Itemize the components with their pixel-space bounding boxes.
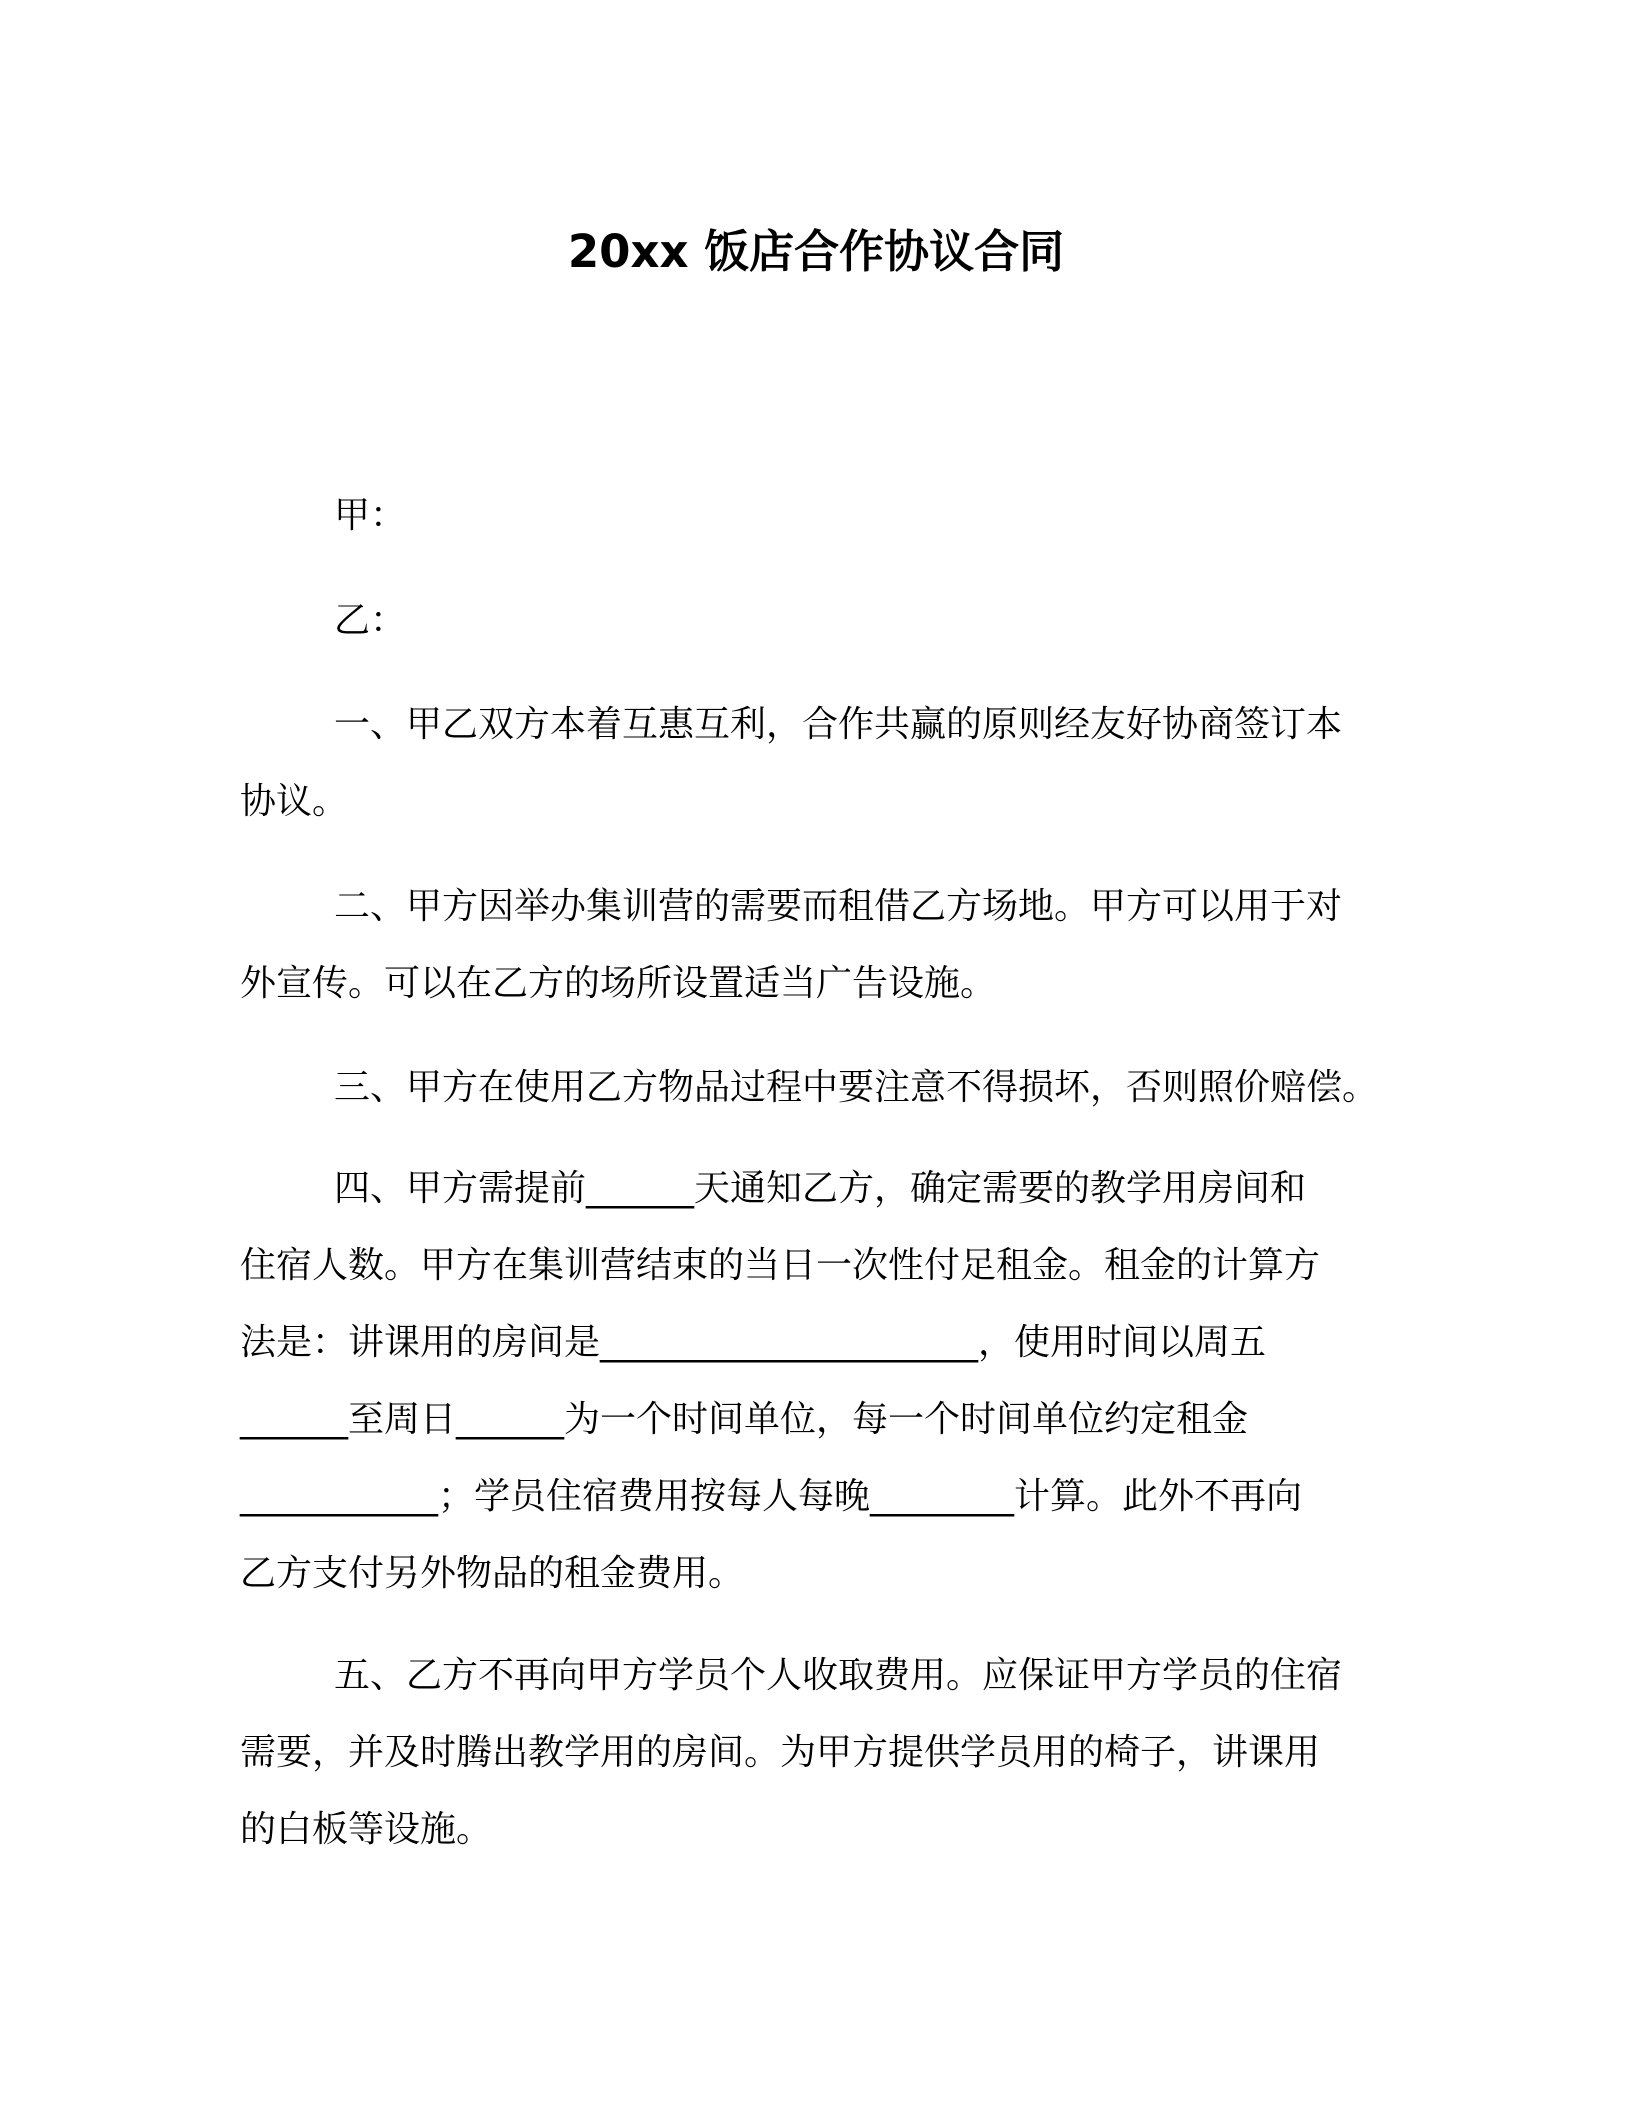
party-a-label: 甲：	[334, 495, 407, 536]
clause-4-line-2: 住宿人数。甲方在集训营结束的当日一次性付足租金。租金的计算方	[240, 1245, 1321, 1286]
clause-4	[240, 1150, 1400, 1612]
party-b-line	[240, 582, 1400, 659]
clause-1	[240, 686, 1400, 840]
clause-3-line-1: 三、甲方在使用乙方物品过程中要注意不得损坏，否则照价赔偿。	[334, 1067, 1379, 1108]
clause-5	[240, 1637, 1400, 1868]
clause-2	[240, 868, 1400, 1022]
clause-4-line-4: ______至周日______为一个时间单位，每一个时间单位约定租金	[240, 1399, 1249, 1440]
party-a-line	[240, 477, 1400, 554]
clause-5-line-1: 五、乙方不再向甲方学员个人收取费用。应保证甲方学员的住宿	[334, 1655, 1343, 1696]
clause-1-line-2: 协议。	[240, 781, 349, 822]
clause-2-line-2: 外宣传。可以在乙方的场所设置适当广告设施。	[240, 963, 997, 1004]
clause-4-line-1: 四、甲方需提前______天通知乙方，确定需要的教学用房间和	[334, 1168, 1307, 1209]
clause-5-line-3: 的白板等设施。	[240, 1809, 493, 1850]
party-b-label: 乙：	[334, 600, 407, 641]
clause-4-line-6: 乙方支付另外物品的租金费用。	[240, 1553, 745, 1594]
clause-4-line-5: ___________；学员住宿费用按每人每晚________计算。此外不再向	[240, 1476, 1303, 1517]
clause-3	[240, 1049, 1400, 1126]
clause-5-line-2: 需要，并及时腾出教学用的房间。为甲方提供学员用的椅子，讲课用	[240, 1732, 1321, 1773]
clause-4-line-3: 法是：讲课用的房间是_____________________，使用时间以周五	[240, 1322, 1267, 1363]
document-title: 20xx 饭店合作协议合同	[567, 225, 1065, 278]
clause-1-line-1: 一、甲乙双方本着互惠互利，合作共赢的原则经友好协商签订本	[334, 704, 1343, 745]
clause-2-line-1: 二、甲方因举办集训营的需要而租借乙方场地。甲方可以用于对	[334, 886, 1343, 927]
